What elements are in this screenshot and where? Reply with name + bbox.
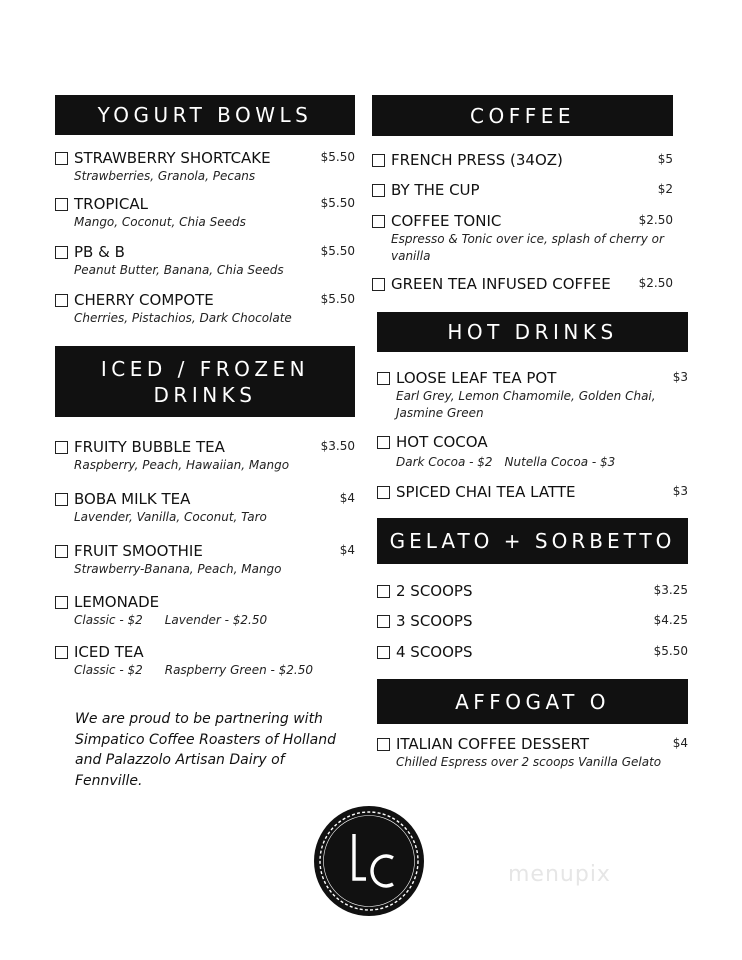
iced-frozen-title-line1: ICED / FROZEN — [100, 356, 310, 381]
item-description: Espresso & Tonic over ice, splash of cherry or vanilla — [391, 232, 664, 263]
menu-item-green-tea-infused-coffee[interactable] — [372, 274, 673, 296]
item-name: FRENCH PRESS (34OZ) — [391, 151, 563, 169]
item-name: LOOSE LEAF TEA POT — [396, 369, 557, 387]
item-name: ICED TEA — [74, 643, 144, 661]
item-price: $3.50 — [320, 439, 355, 453]
menu-item-4-scoops[interactable] — [377, 642, 688, 664]
menupix-watermark: menupix — [508, 862, 611, 887]
menu-item-tropical[interactable] — [55, 194, 355, 232]
menu-item-lemonade[interactable] — [55, 592, 355, 630]
item-description: Chilled Espress over 2 scoops Vanilla Gelato — [396, 755, 662, 769]
item-price: $4 — [339, 491, 355, 505]
price-option-classic: Classic - $2 — [74, 663, 143, 677]
checkbox[interactable] — [55, 596, 68, 609]
affogato-header — [377, 679, 688, 724]
checkbox[interactable] — [55, 246, 68, 259]
price-option-dark-cocoa: Dark Cocoa - $2 — [396, 455, 493, 469]
menu-item-3-scoops[interactable] — [377, 611, 688, 633]
menu-item-strawberry-shortcake[interactable] — [55, 148, 355, 186]
checkbox[interactable] — [55, 198, 68, 211]
item-price: $4.25 — [653, 613, 688, 627]
item-price: $3 — [672, 484, 688, 498]
item-price: $5.50 — [320, 244, 355, 258]
menu-item-2-scoops[interactable] — [377, 581, 688, 603]
checkbox[interactable] — [377, 738, 390, 751]
item-name: LEMONADE — [74, 593, 160, 611]
iced-frozen-drinks-header — [55, 346, 355, 417]
item-price: $5.50 — [320, 292, 355, 306]
item-name: 3 SCOOPS — [396, 612, 473, 630]
checkbox[interactable] — [372, 184, 385, 197]
menu-item-loose-leaf-tea-pot[interactable] — [377, 368, 688, 424]
coffee-header — [372, 95, 673, 136]
checkbox[interactable] — [55, 646, 68, 659]
checkbox[interactable] — [55, 441, 68, 454]
item-price: $5.50 — [320, 196, 355, 210]
menu-item-by-the-cup[interactable] — [372, 180, 673, 202]
item-name: BOBA MILK TEA — [74, 490, 191, 508]
item-description: Earl Grey, Lemon Chamomile, Golden Chai, Jasmine Green — [396, 389, 656, 420]
item-description: Mango, Coconut, Chia Seeds — [74, 215, 246, 229]
lc-logo — [314, 806, 424, 916]
menu-item-fruit-smoothie[interactable] — [55, 541, 355, 579]
menu-item-fruity-bubble-tea[interactable] — [55, 437, 355, 475]
item-name: COFFEE TONIC — [391, 212, 502, 230]
price-option-classic: Classic - $2 — [74, 613, 143, 627]
item-price: $4 — [672, 736, 688, 750]
item-description: Cherries, Pistachios, Dark Chocolate — [74, 311, 292, 325]
item-description: Peanut Butter, Banana, Chia Seeds — [74, 263, 284, 277]
checkbox[interactable] — [55, 152, 68, 165]
item-price: $2 — [657, 182, 673, 196]
checkbox[interactable] — [377, 372, 390, 385]
checkbox[interactable] — [372, 278, 385, 291]
gelato-sorbetto-title: GELATO + SORBETTO — [389, 529, 676, 553]
menu-item-boba-milk-tea[interactable] — [55, 489, 355, 527]
price-option-raspberry-green: Raspberry Green - $2.50 — [164, 663, 313, 677]
checkbox[interactable] — [377, 486, 390, 499]
item-name: PB & B — [74, 243, 125, 261]
item-description: Strawberries, Granola, Pecans — [74, 169, 256, 183]
menu-item-french-press[interactable] — [372, 150, 673, 172]
item-price: $5.50 — [320, 150, 355, 164]
yogurt-bowls-title: YOGURT BOWLS — [97, 103, 313, 127]
menu-item-iced-tea[interactable] — [55, 642, 355, 680]
item-name: STRAWBERRY SHORTCAKE — [74, 149, 271, 167]
item-name: TROPICAL — [74, 195, 148, 213]
item-name: FRUITY BUBBLE TEA — [74, 438, 225, 456]
checkbox[interactable] — [372, 215, 385, 228]
menu-item-coffee-tonic[interactable] — [372, 211, 673, 267]
item-price: $2.50 — [638, 213, 673, 227]
item-price: $5 — [657, 152, 673, 166]
item-name: 2 SCOOPS — [396, 582, 473, 600]
partner-note: We are proud to be partnering with Simpatico Coffee Roasters of Holland and Palazzolo Artisan Dairy of Fennville. — [75, 711, 337, 789]
checkbox[interactable] — [377, 585, 390, 598]
item-name: FRUIT SMOOTHIE — [74, 542, 203, 560]
checkbox[interactable] — [377, 436, 390, 449]
iced-frozen-title-line2: DRINKS — [153, 382, 257, 407]
item-name: SPICED CHAI TEA LATTE — [396, 483, 576, 501]
coffee-title: COFFEE — [470, 103, 575, 128]
item-name: ITALIAN COFFEE DESSERT — [396, 735, 590, 753]
item-name: 4 SCOOPS — [396, 643, 473, 661]
price-option-nutella-cocoa: Nutella Cocoa - $3 — [504, 455, 616, 469]
menu-item-cherry-compote[interactable] — [55, 290, 355, 328]
checkbox[interactable] — [55, 294, 68, 307]
item-name: BY THE CUP — [391, 181, 480, 199]
item-name: HOT COCOA — [396, 433, 488, 451]
menu-item-spiced-chai-tea-latte[interactable] — [377, 482, 688, 504]
yogurt-bowls-header — [55, 95, 355, 135]
checkbox[interactable] — [55, 493, 68, 506]
hot-drinks-header — [377, 312, 688, 352]
item-name: CHERRY COMPOTE — [74, 291, 214, 309]
checkbox[interactable] — [377, 646, 390, 659]
checkbox[interactable] — [55, 545, 68, 558]
item-price: $3 — [672, 370, 688, 384]
item-description: Lavender, Vanilla, Coconut, Taro — [74, 510, 267, 524]
gelato-sorbetto-header — [377, 518, 688, 564]
item-price: $2.50 — [638, 276, 673, 290]
menu-item-pb-and-b[interactable] — [55, 242, 355, 280]
item-description: Strawberry-Banana, Peach, Mango — [74, 562, 282, 576]
affogato-title: AFFOGAT O — [455, 689, 610, 714]
item-name: GREEN TEA INFUSED COFFEE — [391, 275, 611, 293]
item-description: Raspberry, Peach, Hawaiian, Mango — [74, 458, 290, 472]
menu-item-italian-coffee-dessert[interactable] — [377, 734, 688, 774]
menu-item-hot-cocoa[interactable] — [377, 432, 688, 472]
checkbox[interactable] — [377, 615, 390, 628]
item-price: $3.25 — [653, 583, 688, 597]
hot-drinks-title: HOT DRINKS — [447, 320, 618, 344]
item-price: $5.50 — [653, 644, 688, 658]
item-description — [74, 612, 289, 629]
checkbox[interactable] — [372, 154, 385, 167]
item-price: $4 — [339, 543, 355, 557]
item-description — [74, 662, 335, 679]
item-description — [396, 454, 637, 471]
price-option-lavender: Lavender - $2.50 — [164, 613, 268, 627]
lc-monogram-icon — [314, 806, 424, 916]
